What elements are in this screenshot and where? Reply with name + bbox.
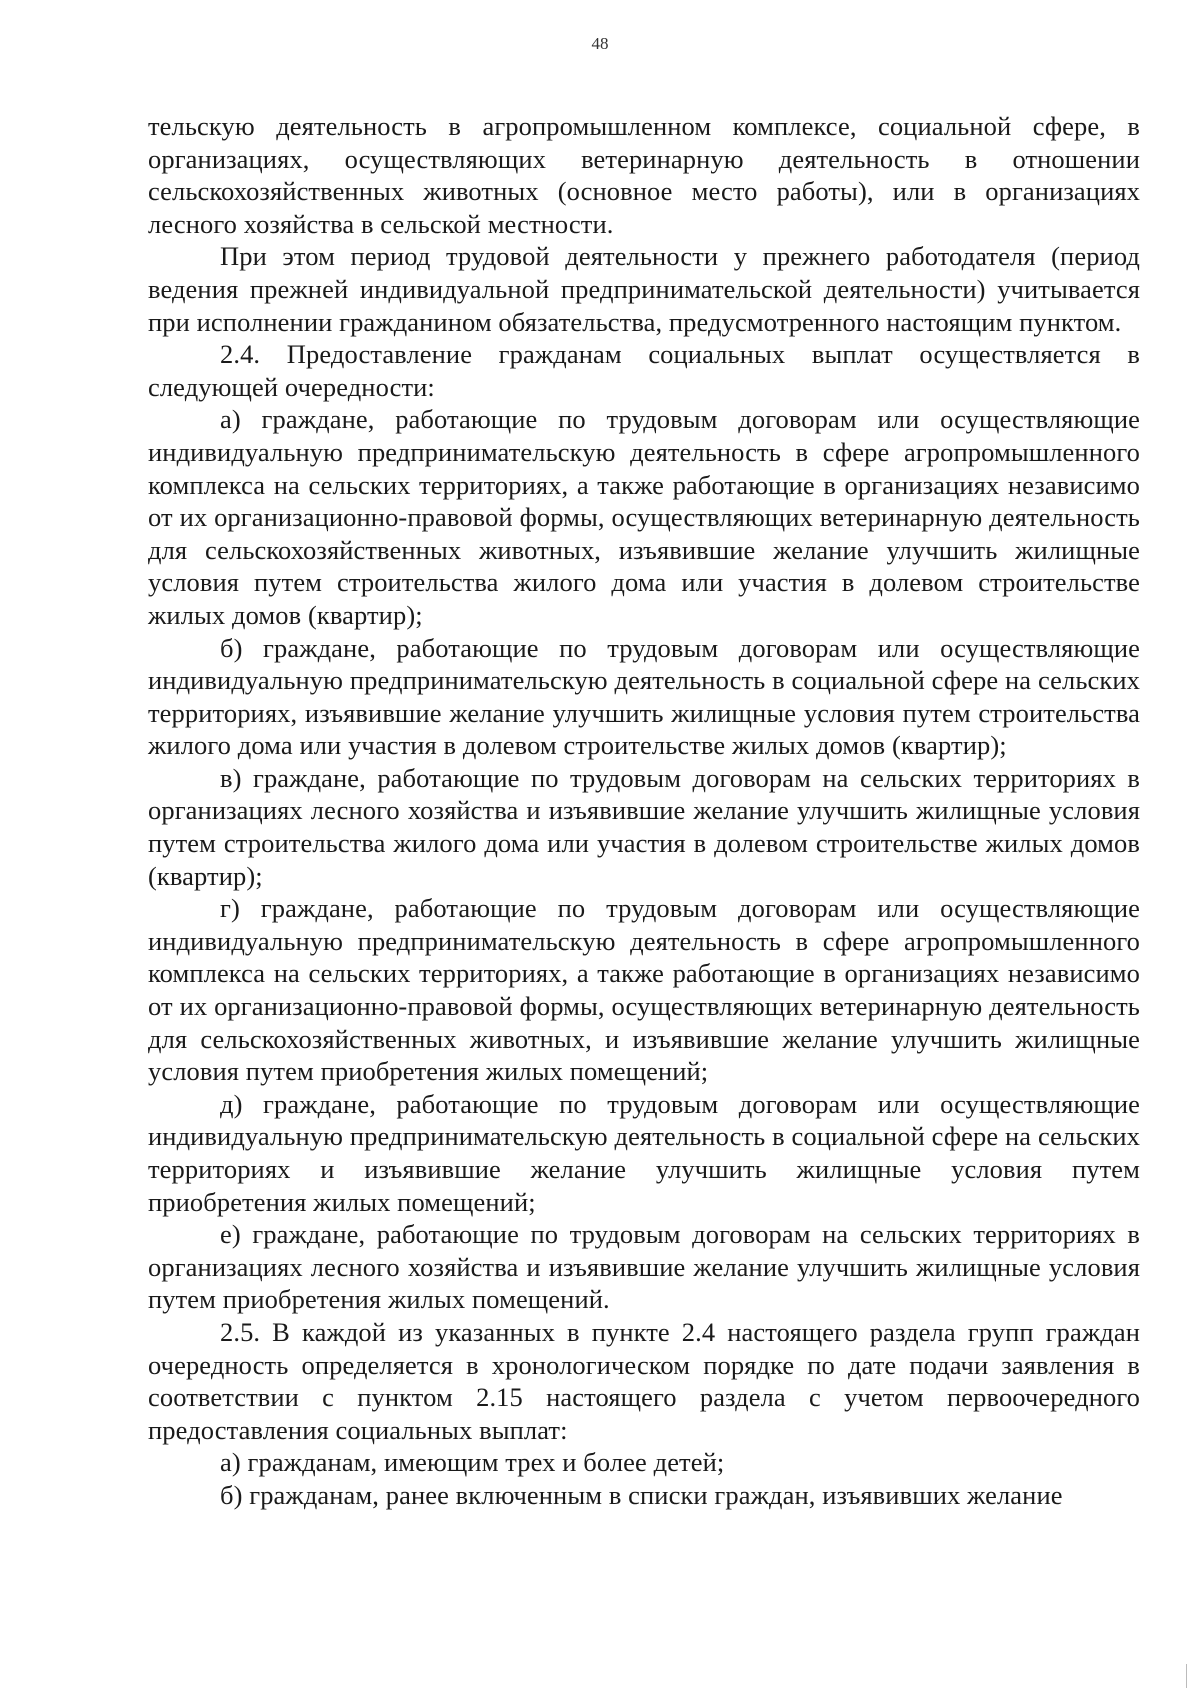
list-item-g: г) граждане, работающие по трудовым договорам или осуществляющие индивидуальную предпринимательскую деятельность в сфере агропромышленного комплекса на сельских территориях, а также работающие в организациях независимо от их организационно-правовой формы, осуществляющих ветеринарную деятельность для сельскохозяйственных животных, и изъявившие желание улучшить жилищные условия путем приобретения жилых помещений;: [148, 893, 1140, 1087]
page-number: 48: [591, 34, 609, 53]
paragraph-2-5: 2.5. В каждой из указанных в пункте 2.4 настоящего раздела групп граждан очередность определяется в хронологическом порядке по дате подачи заявления в соответствии с пунктом 2.15 настоящего раздела с учетом первоочередного предоставления социальных выплат:: [148, 1316, 1140, 1445]
paragraph-2-4: 2.4. Предоставление гражданам социальных выплат осуществляется в следующей очередности:: [148, 339, 1140, 402]
list-item-d: д) граждане, работающие по трудовым договорам или осуществляющие индивидуальную предпринимательскую деятельность в социальной сфере на сельских территориях и изъявившие желание улучшить жилищные условия путем приобретения жилых помещений;: [148, 1088, 1140, 1217]
document-body: [148, 110, 1140, 1512]
priority-item-b: б) гражданам, ранее включенным в списки граждан, изъявивших желание: [220, 1479, 1063, 1510]
list-item-e: е) граждане, работающие по трудовым договорам на сельских территориях в организациях лесного хозяйства и изъявившие желание улучшить жилищные условия путем приобретения жилых помещений.: [148, 1219, 1140, 1315]
paragraph-continuation: тельскую деятельность в агропромышленном комплексе, социальной сфере, в организациях, осуществляющих ветеринарную деятельность в отношении сельскохозяйственных животных (основное место работы), или в организациях лесного хозяйства в сельской местности.: [148, 111, 1140, 239]
paragraph-prior-employment: При этом период трудовой деятельности у прежнего работодателя (период ведения прежней индивидуальной предпринимательской деятельности) учитывается при исполнении гражданином обязательства, предусмотренного настоящим пунктом.: [148, 241, 1140, 337]
scan-edge-mark: [1186, 1664, 1187, 1688]
list-item-a: а) граждане, работающие по трудовым договорам или осуществляющие индивидуальную предпринимательскую деятельность в сфере агропромышленного комплекса на сельских территориях, а также работающие в организациях независимо от их организационно-правовой формы, осуществляющих ветеринарную деятельность для сельскохозяйственных животных, изъявившие желание улучшить жилищные условия путем строительства жилого дома или участия в долевом строительстве жилых домов (квартир);: [148, 404, 1140, 630]
priority-item-a: а) гражданам, имеющим трех и более детей;: [220, 1447, 725, 1478]
list-item-v: в) граждане, работающие по трудовым договорам на сельских территориях в организациях лесного хозяйства и изъявившие желание улучшить жилищные условия путем строительства жилого дома или участия в долевом строительстве жилых домов (квартир);: [148, 762, 1140, 891]
list-item-b: б) граждане, работающие по трудовым договорам или осуществляющие индивидуальную предпринимательскую деятельность в социальной сфере на сельских территориях, изъявившие желание улучшить жилищные условия путем строительства жилого дома или участия в долевом строительстве жилых домов (квартир);: [148, 632, 1140, 761]
